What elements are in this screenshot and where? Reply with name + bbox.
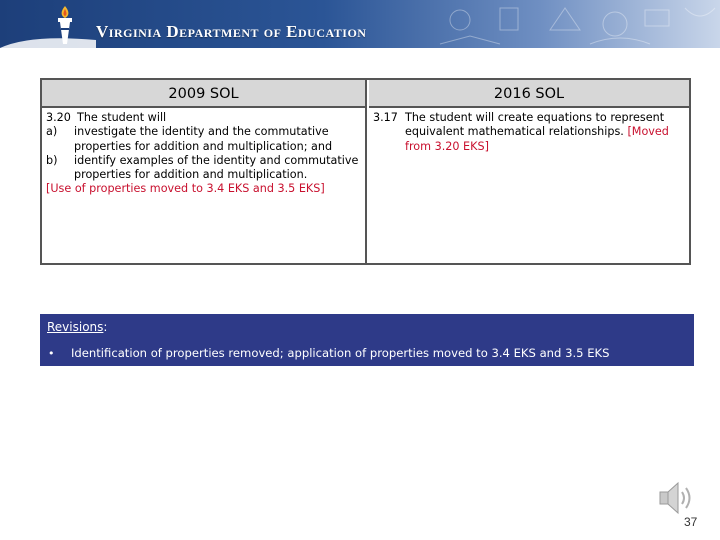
sol-2016-column (369, 80, 689, 263)
sol-2016-content (369, 108, 689, 157)
page-number: 37 (684, 515, 698, 529)
banner-pattern-decoration (430, 0, 720, 48)
moved-note: [Use of properties moved to 3.4 EKS and 3.5 EKS] (46, 182, 325, 196)
standard-text-block (405, 111, 685, 154)
standard-stem: The student will (77, 111, 167, 124)
standard-row (373, 111, 685, 154)
standard-text: The student will create equations to represent equivalent mathematical relationships. (405, 111, 665, 139)
standard-number: 3.20 (46, 111, 71, 124)
header-banner (0, 0, 720, 48)
revisions-title-text: Revisions (47, 320, 104, 334)
standard-stem-row (46, 111, 361, 125)
list-item (46, 125, 361, 154)
revisions-box (40, 314, 694, 366)
list-item (46, 154, 361, 183)
sol-2009-heading: 2009 SOL (42, 80, 365, 108)
torch-logo-icon (52, 4, 78, 46)
revisions-title (47, 320, 107, 334)
sol-2009-column (42, 80, 367, 263)
sol-2016-heading: 2016 SOL (369, 80, 689, 108)
banner-swoosh-decoration (0, 34, 96, 48)
agency-title: Virginia Department of Education (96, 22, 367, 41)
moved-note: [Moved from 3.20 EKS] (405, 125, 669, 153)
item-letter: a) (46, 125, 58, 139)
revisions-title-colon: : (103, 320, 108, 334)
sol-2009-content (42, 108, 365, 200)
item-text: identify examples of the identity and commutative properties for addition and multiplication. (74, 153, 359, 182)
standard-number: 3.17 (373, 111, 398, 124)
sol-comparison-table (40, 78, 691, 265)
speaker-audio-icon[interactable] (656, 478, 696, 518)
item-text: investigate the identity and the commutative properties for addition and multiplication; and (74, 125, 333, 153)
bullet-icon: • (48, 347, 55, 360)
item-letter: b) (46, 153, 58, 167)
revision-item: Identification of properties removed; application of properties moved to 3.4 EKS and 3.5 EKS (71, 346, 610, 360)
